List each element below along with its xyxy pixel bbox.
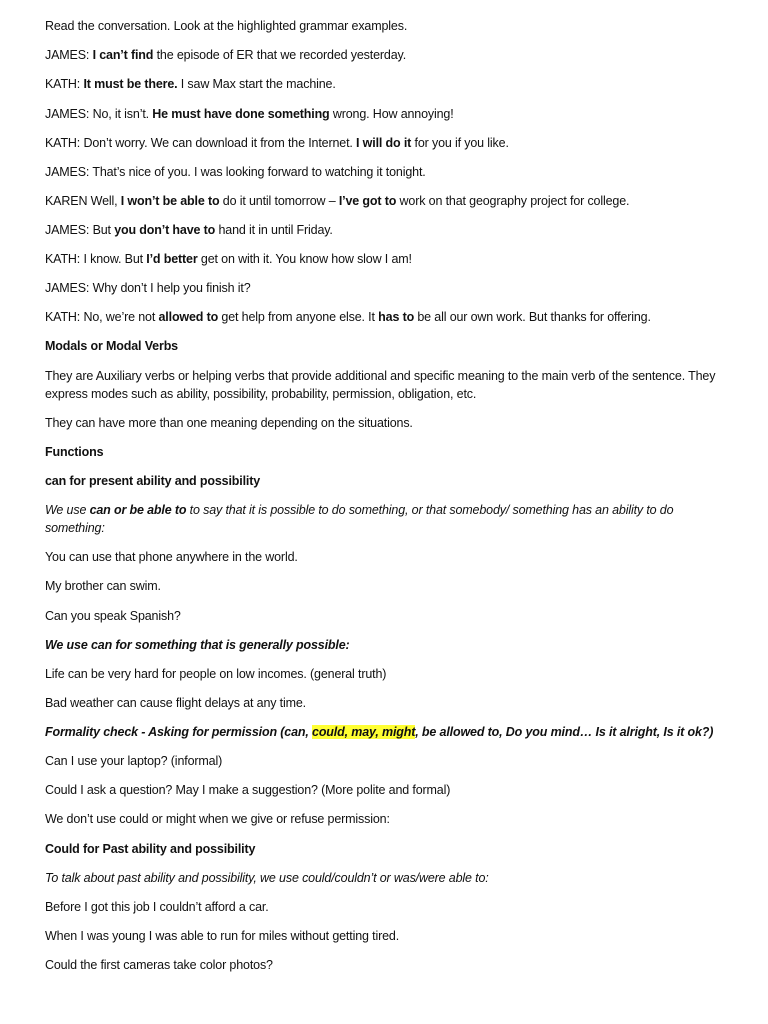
example-sentence: Bad weather can cause flight delays at any time.	[45, 696, 307, 710]
speaker-name: JAMES:	[45, 48, 90, 62]
formality-check: Formality check - Asking for permission (can, could, may, might, be allowed to, Do you mind… Is it alright, Is it ok?)	[45, 725, 714, 739]
section-heading-modals: Modals or Modal Verbs	[45, 339, 178, 353]
highlighted-grammar: you don’t have to	[110, 223, 216, 237]
example-sentence: Could the first cameras take color photos?	[45, 958, 273, 972]
example-sentence: Before I got this job I couldn’t afford a car.	[45, 900, 269, 914]
speaker-name: KATH:	[45, 252, 81, 266]
speaker-name: KAREN	[45, 194, 88, 208]
speaker-name: JAMES:	[45, 223, 90, 237]
example-sentence: Can you speak Spanish?	[45, 609, 181, 623]
subheading-can: can for present ability and possibility	[45, 474, 261, 488]
permission-note: We don’t use could or might when we give or refuse permission:	[45, 812, 390, 826]
highlighted-grammar: I’ve got to	[335, 194, 397, 208]
example-sentence: Life can be very hard for people on low incomes. (general truth)	[45, 667, 387, 681]
speaker-name: KATH:	[45, 77, 81, 91]
highlighted-grammar: I’d better	[142, 252, 198, 266]
highlighted-grammar: has to	[374, 310, 415, 324]
speaker-name: JAMES:	[45, 107, 90, 121]
speaker-name: KATH:	[45, 310, 81, 324]
dialogue-line: JAMES: Why don’t I help you finish it?	[45, 281, 251, 295]
example-sentence: Can I use your laptop? (informal)	[45, 754, 223, 768]
modals-definition: They are Auxiliary verbs or helping verbs that provide additional and specific meaning to the main verb of the sentence. They express modes such as ability, possibility, probability, permission, obligation, etc.	[45, 369, 716, 401]
dialogue-line: KATH: I know. But I’d better get on with it. You know how slow I am!	[45, 252, 412, 266]
example-sentence: My brother can swim.	[45, 579, 161, 593]
dialogue-line: KATH: Don’t worry. We can download it from the Internet. I will do it for you if you like.	[45, 136, 509, 150]
speaker-name: JAMES:	[45, 165, 90, 179]
section-heading-functions: Functions	[45, 445, 104, 459]
highlighted-grammar: He must have done something	[148, 107, 330, 121]
highlighted-grammar: allowed to	[155, 310, 219, 324]
dialogue-line: KATH: It must be there. I saw Max start the machine.	[45, 77, 336, 91]
could-description: To talk about past ability and possibility, we use could/couldn’t or was/were able to:	[45, 871, 489, 885]
highlighted-grammar: I can’t find	[89, 48, 154, 62]
can-description: We use can or be able to to say that it is possible to do something, or that somebody/ something has an ability to do something:	[45, 503, 674, 535]
dialogue-line: JAMES: No, it isn’t. He must have done something wrong. How annoying!	[45, 107, 454, 121]
dialogue-line: JAMES: That’s nice of you. I was looking forward to watching it tonight.	[45, 165, 426, 179]
speaker-name: KATH:	[45, 136, 81, 150]
highlighted-grammar: It must be there.	[80, 77, 178, 91]
example-sentence: You can use that phone anywhere in the world.	[45, 550, 298, 564]
dialogue-line: KAREN Well, I won’t be able to do it until tomorrow – I’ve got to work on that geography project for college.	[45, 194, 630, 208]
modals-meaning-note: They can have more than one meaning depending on the situations.	[45, 416, 413, 430]
speaker-name: JAMES:	[45, 281, 90, 295]
dialogue-line: KATH: No, we’re not allowed to get help from anyone else. It has to be all our own work. But thanks for offering.	[45, 310, 651, 324]
dialogue-line: JAMES: I can’t find the episode of ER that we recorded yesterday.	[45, 48, 407, 62]
highlighted-grammar: I will do it	[352, 136, 412, 150]
highlighted-grammar: I won’t be able to	[117, 194, 220, 208]
example-sentence: Could I ask a question? May I make a suggestion? (More polite and formal)	[45, 783, 451, 797]
highlighted-modals: could, may, might	[312, 725, 416, 739]
dialogue-line: JAMES: But you don’t have to hand it in until Friday.	[45, 223, 333, 237]
subheading-could: Could for Past ability and possibility	[45, 842, 256, 856]
intro-instruction: Read the conversation. Look at the highlighted grammar examples.	[45, 19, 408, 33]
subheading-general-possibility: We use can for something that is generally possible:	[45, 638, 350, 652]
example-sentence: When I was young I was able to run for miles without getting tired.	[45, 929, 400, 943]
